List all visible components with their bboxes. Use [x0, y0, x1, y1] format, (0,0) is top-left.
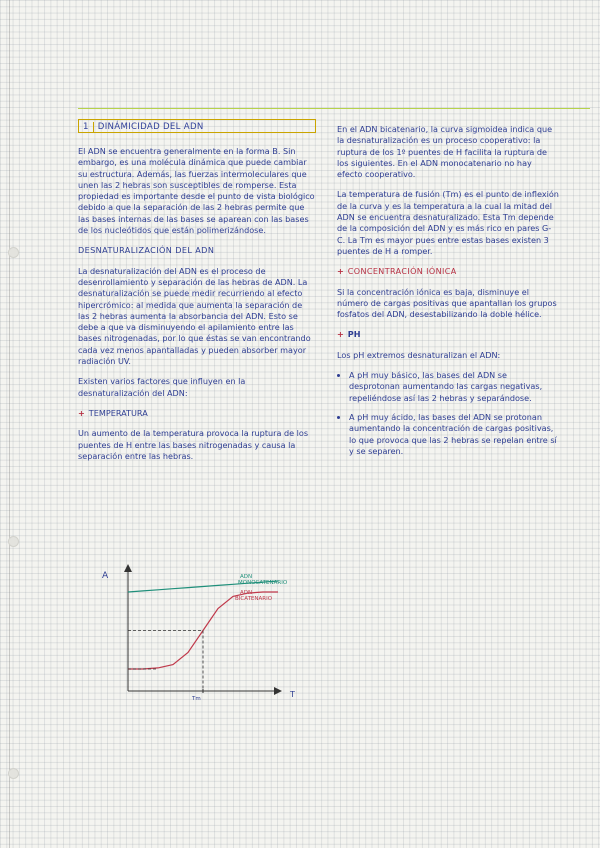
tm-label: Tm [192, 696, 201, 702]
section-number: 1 [83, 122, 94, 132]
tm-paragraph: La temperatura de fusión (Tm) es el punto de inflexión de la curva y es la temperatura a la cual la mitad del ADN se encuentra desnaturalizado. Esta Tm depende de la composición del ADN y es más rico en pares G-C. La Tm es mayor pues entre estas bases existen 3 puentes de H a romper. [337, 189, 559, 256]
section-title-box [78, 119, 316, 133]
bi-label-2: BICATENARIO [235, 596, 273, 602]
section-title: DINÁMICIDAD DEL ADN [97, 122, 204, 132]
punch-hole [8, 536, 19, 547]
factors-paragraph: Existen varios factores que influyen en la desnaturalización del ADN: [78, 376, 246, 398]
absorbance-chart [80, 560, 310, 710]
bicatenary-paragraph: En el ADN bicatenario, la curva sigmoidea indica que la desnaturalización es un proceso cooperativo: la ruptura de los 1º puentes de H facilita la ruptura de los siguientes. En el ADN monocatenario no hay efecto cooperativo. [337, 124, 553, 180]
temperature-heading: + TEMPERATURA [78, 407, 148, 418]
ph-heading: + PH [337, 329, 361, 340]
denaturation-paragraph: La desnaturalización del ADN es el proceso de desenrollamiento y separación de las hebras de ADN. La desnaturalización se puede medir recurriendo al efecto hipercrómico: al medida que aumenta la separación de las 2 hebras aumenta la absorbancia del ADN. Esto se debe a que va disminuyendo el apilamiento entre las bases nitrogenadas, por lo que éstas se van encontrando cada vez menos apantalladas y pueden absorber mayor radiación UV. [78, 265, 311, 367]
chart-x-label: T [290, 690, 295, 699]
temperature-heading-text: TEMPERATURA [88, 407, 148, 418]
ph-bullet-basic: • A pH muy básico, las bases del ADN se desprotonan aumentando las cargas negativas, repeliéndose así las 2 hebras y separándose. [349, 370, 559, 404]
denaturation-heading: DESNATURALIZACIÓN DEL ADN [78, 245, 215, 256]
ionic-heading-text: CONCENTRACIÓN IÓNICA [347, 267, 457, 277]
x-axis-arrow-icon [274, 687, 282, 695]
temperature-paragraph: Un aumento de la temperatura provoca la ruptura de los puentes de H entre las bases nitrogenadas y causa la separación entre las hebras. [78, 428, 309, 461]
punch-hole [8, 768, 19, 779]
mono-label-1: ADN [240, 574, 253, 580]
ph-bullet-acidic: • A pH muy ácido, las bases del ADN se protonan aumentando la concentración de cargas positivas, lo que provoca que las 2 hebras se repelan entre sí y se separen. [349, 412, 559, 457]
header-rule [78, 108, 590, 109]
ph-heading-text: PH [347, 329, 361, 340]
ph-paragraph: Los pH extremos desnaturalizan el ADN: [337, 349, 501, 360]
y-axis-arrow-icon [124, 564, 132, 572]
ionic-paragraph: Si la concentración iónica es baja, disminuye el número de cargas positivas que apantallan los grupos fosfatos del ADN, desestabilizando la doble hélice. [337, 286, 557, 320]
bi-label-1: ADN [240, 590, 253, 596]
punch-hole [8, 247, 19, 258]
intro-paragraph: El ADN se encuentra generalmente en la forma B. Sin embargo, es una molécula dinámica que puede cambiar su estructura. Además, las fuerzas intermoleculares que unen las 2 hebras son susceptibles de romperse. Esta propiedad es importante desde el punto de vista biológico debido a que la separación de las 2 hebras permite que las bases internas de las bases se aparean con las bases de los nucleótidos que están polimerizándose. [78, 146, 315, 236]
ph-bullet-list [337, 370, 559, 457]
left-column [78, 146, 316, 471]
page-margin-line [9, 0, 10, 848]
ionic-heading: + CONCENTRACIÓN IÓNICA [337, 266, 457, 277]
mono-label-2: MONOCATENARIO [238, 580, 288, 586]
chart-y-label: A [102, 571, 109, 581]
right-column [337, 124, 559, 465]
